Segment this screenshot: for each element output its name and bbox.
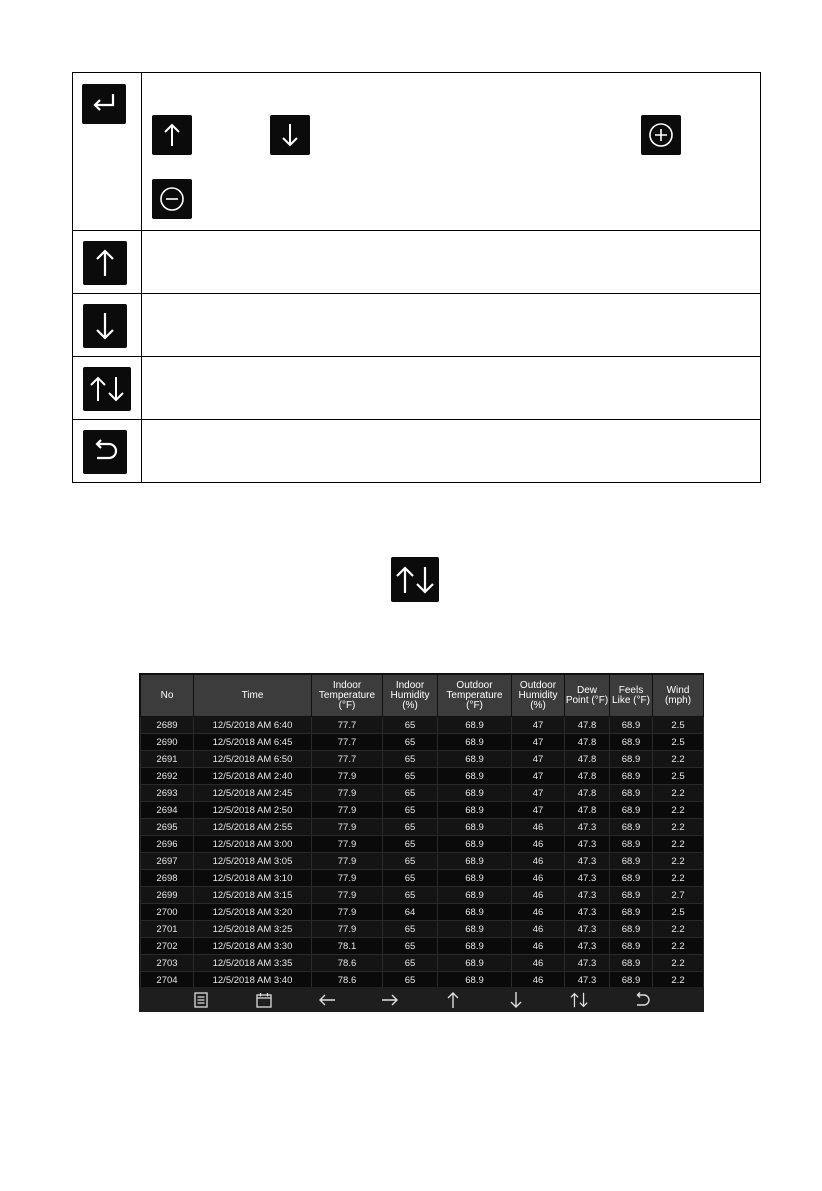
table-cell: 2.2: [653, 938, 704, 955]
table-cell: 47.3: [565, 972, 610, 989]
table-cell: 65: [383, 887, 438, 904]
table-cell: 77.7: [312, 734, 383, 751]
table-cell: 77.9: [312, 870, 383, 887]
table-cell: 68.9: [438, 819, 512, 836]
table-cell: 2690: [141, 734, 194, 751]
table-cell: 68.9: [610, 870, 653, 887]
table-cell: 77.7: [312, 751, 383, 768]
table-cell: 46: [512, 819, 565, 836]
table-cell: 65: [383, 870, 438, 887]
table-cell: 2.2: [653, 955, 704, 972]
table-cell: 47: [512, 768, 565, 785]
table-cell: 68.9: [610, 955, 653, 972]
table-cell: 47.3: [565, 904, 610, 921]
table-cell: 65: [383, 785, 438, 802]
table-cell: 68.9: [610, 836, 653, 853]
table-cell: 12/5/2018 AM 3:10: [194, 870, 312, 887]
table-cell: 2.5: [653, 904, 704, 921]
table-cell: 2.2: [653, 785, 704, 802]
table-cell: 68.9: [438, 853, 512, 870]
table-cell: 2.2: [653, 836, 704, 853]
table-cell: 68.9: [438, 751, 512, 768]
table-cell: 46: [512, 921, 565, 938]
table-row[interactable]: [141, 802, 704, 819]
table-row[interactable]: [141, 717, 704, 734]
table-cell: 2704: [141, 972, 194, 989]
table-cell: 65: [383, 802, 438, 819]
table-cell: 47.3: [565, 853, 610, 870]
table-cell: 47.8: [565, 785, 610, 802]
table-cell: 68.9: [610, 921, 653, 938]
arrow-right-icon[interactable]: [380, 990, 400, 1010]
table-cell: 12/5/2018 AM 2:45: [194, 785, 312, 802]
table-cell: 68.9: [438, 836, 512, 853]
table-cell: 68.9: [610, 972, 653, 989]
table-cell: 47.8: [565, 751, 610, 768]
table-cell: 46: [512, 938, 565, 955]
table-row[interactable]: [141, 853, 704, 870]
table-row[interactable]: [141, 768, 704, 785]
table-cell: 2689: [141, 717, 194, 734]
table-cell: 47.8: [565, 717, 610, 734]
table-row[interactable]: [141, 734, 704, 751]
table-cell: 68.9: [610, 819, 653, 836]
table-row[interactable]: [141, 921, 704, 938]
table-cell: 2692: [141, 768, 194, 785]
legend-row-down: [73, 293, 760, 357]
history-table: [140, 674, 704, 989]
history-toolbar: [139, 987, 704, 1012]
table-cell: 2695: [141, 819, 194, 836]
table-cell: 68.9: [438, 887, 512, 904]
table-cell: 46: [512, 887, 565, 904]
column-header[interactable]: Feels Like (°F): [610, 675, 653, 717]
table-cell: 2700: [141, 904, 194, 921]
table-row[interactable]: [141, 887, 704, 904]
table-cell: 47.8: [565, 768, 610, 785]
table-cell: 2701: [141, 921, 194, 938]
sort-up-down-icon[interactable]: [569, 990, 589, 1010]
table-cell: 47: [512, 802, 565, 819]
table-row[interactable]: [141, 836, 704, 853]
legend-row-sort: [73, 356, 760, 420]
table-cell: 46: [512, 972, 565, 989]
arrow-down-icon[interactable]: [506, 990, 526, 1010]
table-cell: 68.9: [610, 768, 653, 785]
table-cell: 2699: [141, 887, 194, 904]
table-cell: 2694: [141, 802, 194, 819]
table-row[interactable]: [141, 938, 704, 955]
table-row[interactable]: [141, 972, 704, 989]
sort-up-down-icon: [83, 367, 131, 411]
table-cell: 68.9: [438, 955, 512, 972]
minus-circle-icon: [152, 179, 192, 219]
table-cell: 2697: [141, 853, 194, 870]
table-cell: 47.3: [565, 921, 610, 938]
table-row[interactable]: [141, 870, 704, 887]
list-icon[interactable]: [191, 990, 211, 1010]
arrow-down-icon: [83, 304, 127, 348]
column-header[interactable]: Dew Point (°F): [565, 675, 610, 717]
table-cell: 2702: [141, 938, 194, 955]
table-cell: 68.9: [438, 768, 512, 785]
table-cell: 77.9: [312, 819, 383, 836]
table-cell: 12/5/2018 AM 3:35: [194, 955, 312, 972]
table-cell: 77.9: [312, 887, 383, 904]
table-cell: 2.2: [653, 751, 704, 768]
table-cell: 68.9: [438, 734, 512, 751]
table-cell: 77.9: [312, 853, 383, 870]
table-cell: 68.9: [610, 717, 653, 734]
table-cell: 65: [383, 938, 438, 955]
table-cell: 65: [383, 972, 438, 989]
table-cell: 78.6: [312, 955, 383, 972]
table-cell: 68.9: [610, 853, 653, 870]
table-cell: 47.8: [565, 734, 610, 751]
table-cell: 65: [383, 921, 438, 938]
table-cell: 65: [383, 853, 438, 870]
table-cell: 77.9: [312, 921, 383, 938]
table-cell: 77.7: [312, 717, 383, 734]
table-cell: 47.3: [565, 836, 610, 853]
table-row[interactable]: [141, 751, 704, 768]
table-cell: 12/5/2018 AM 3:40: [194, 972, 312, 989]
table-row[interactable]: [141, 819, 704, 836]
table-cell: 47.3: [565, 870, 610, 887]
table-cell: 2698: [141, 870, 194, 887]
arrow-left-icon[interactable]: [317, 990, 337, 1010]
table-cell: 68.9: [438, 938, 512, 955]
table-cell: 65: [383, 836, 438, 853]
arrow-down-icon: [270, 115, 310, 155]
table-cell: 12/5/2018 AM 2:40: [194, 768, 312, 785]
column-header[interactable]: Time: [194, 675, 312, 717]
icon-reference-table: [72, 72, 761, 483]
table-cell: 46: [512, 870, 565, 887]
sort-up-down-icon: [391, 557, 439, 602]
legend-row-enter: [73, 73, 760, 230]
column-header[interactable]: No: [141, 675, 194, 717]
table-cell: 68.9: [610, 904, 653, 921]
table-cell: 78.6: [312, 972, 383, 989]
table-cell: 77.9: [312, 904, 383, 921]
table-header-row: [141, 675, 704, 717]
table-cell: 2.2: [653, 921, 704, 938]
table-cell: 68.9: [438, 972, 512, 989]
table-cell: 2.7: [653, 887, 704, 904]
table-cell: 2693: [141, 785, 194, 802]
table-cell: 77.9: [312, 785, 383, 802]
table-cell: 68.9: [438, 904, 512, 921]
table-cell: 2691: [141, 751, 194, 768]
table-cell: 46: [512, 904, 565, 921]
back-icon: [83, 430, 127, 474]
table-cell: 47.3: [565, 819, 610, 836]
table-cell: 12/5/2018 AM 3:25: [194, 921, 312, 938]
table-cell: 2.2: [653, 972, 704, 989]
table-cell: 12/5/2018 AM 2:50: [194, 802, 312, 819]
table-cell: 12/5/2018 AM 6:45: [194, 734, 312, 751]
table-cell: 12/5/2018 AM 3:00: [194, 836, 312, 853]
table-cell: 65: [383, 955, 438, 972]
table-cell: 47.8: [565, 802, 610, 819]
column-header[interactable]: Wind (mph): [653, 675, 704, 717]
arrow-up-icon: [152, 115, 192, 155]
table-cell: 68.9: [610, 785, 653, 802]
table-cell: 68.9: [438, 921, 512, 938]
column-header[interactable]: Outdoor Humidity (%): [512, 675, 565, 717]
table-cell: 2.5: [653, 717, 704, 734]
table-cell: 12/5/2018 AM 3:15: [194, 887, 312, 904]
table-cell: 47: [512, 717, 565, 734]
table-cell: 65: [383, 717, 438, 734]
table-cell: 65: [383, 751, 438, 768]
table-cell: 65: [383, 768, 438, 785]
legend-row-back: [73, 419, 760, 483]
arrow-up-icon[interactable]: [443, 990, 463, 1010]
plus-circle-icon: [641, 115, 681, 155]
table-cell: 68.9: [438, 802, 512, 819]
table-cell: 2696: [141, 836, 194, 853]
table-cell: 47.3: [565, 938, 610, 955]
arrow-up-icon: [83, 241, 127, 285]
table-cell: 12/5/2018 AM 2:55: [194, 819, 312, 836]
table-cell: 47.3: [565, 887, 610, 904]
calendar-icon[interactable]: [254, 990, 274, 1010]
column-header[interactable]: Outdoor Temperature (°F): [438, 675, 512, 717]
table-cell: 65: [383, 819, 438, 836]
table-cell: 2.5: [653, 768, 704, 785]
table-cell: 46: [512, 955, 565, 972]
table-cell: 2.2: [653, 853, 704, 870]
table-row[interactable]: [141, 955, 704, 972]
history-table-body: [141, 717, 704, 989]
table-cell: 47.3: [565, 955, 610, 972]
table-cell: 12/5/2018 AM 3:30: [194, 938, 312, 955]
table-cell: 77.9: [312, 802, 383, 819]
legend-row-up: [73, 230, 760, 294]
table-cell: 77.9: [312, 768, 383, 785]
table-cell: 47: [512, 785, 565, 802]
table-cell: 68.9: [438, 870, 512, 887]
table-cell: 12/5/2018 AM 3:05: [194, 853, 312, 870]
table-cell: 68.9: [610, 734, 653, 751]
back-icon[interactable]: [632, 990, 652, 1010]
table-cell: 65: [383, 734, 438, 751]
table-row[interactable]: [141, 904, 704, 921]
table-cell: 12/5/2018 AM 6:50: [194, 751, 312, 768]
table-cell: 2.2: [653, 870, 704, 887]
table-cell: 46: [512, 853, 565, 870]
table-cell: 68.9: [610, 751, 653, 768]
table-cell: 12/5/2018 AM 6:40: [194, 717, 312, 734]
table-cell: 47: [512, 734, 565, 751]
column-header[interactable]: Indoor Temperature (°F): [312, 675, 383, 717]
table-row[interactable]: [141, 785, 704, 802]
table-cell: 2.5: [653, 734, 704, 751]
table-cell: 2.2: [653, 819, 704, 836]
table-cell: 46: [512, 836, 565, 853]
enter-icon: [82, 84, 126, 124]
table-cell: 68.9: [438, 785, 512, 802]
table-cell: 78.1: [312, 938, 383, 955]
table-cell: 2703: [141, 955, 194, 972]
table-cell: 2.2: [653, 802, 704, 819]
table-cell: 12/5/2018 AM 3:20: [194, 904, 312, 921]
table-cell: 77.9: [312, 836, 383, 853]
table-cell: 68.9: [610, 938, 653, 955]
table-cell: 68.9: [438, 717, 512, 734]
table-cell: 68.9: [610, 887, 653, 904]
table-cell: 68.9: [610, 802, 653, 819]
table-cell: 64: [383, 904, 438, 921]
table-cell: 47: [512, 751, 565, 768]
column-header[interactable]: Indoor Humidity (%): [383, 675, 438, 717]
history-screen: [139, 673, 704, 1012]
